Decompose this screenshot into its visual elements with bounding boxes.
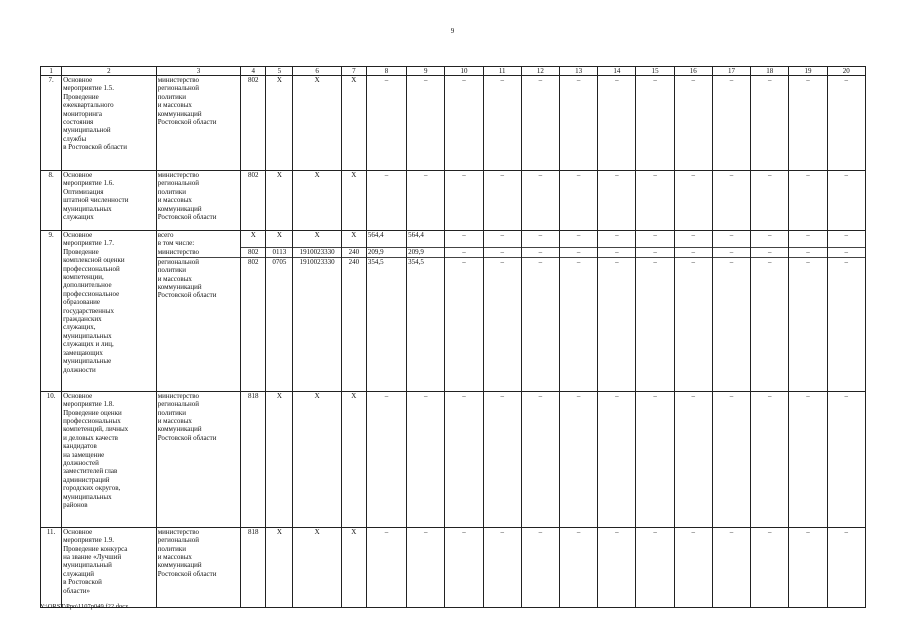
page-number: 9 <box>450 27 455 35</box>
table-subrow <box>41 257 866 391</box>
row-number: 9. <box>41 231 62 392</box>
column-number: 11 <box>483 67 521 76</box>
value-cell: – <box>712 171 750 231</box>
column-number: 18 <box>751 67 789 76</box>
value-cell: – <box>712 527 750 607</box>
table-row <box>41 171 866 231</box>
code-rzpr: Х <box>266 231 293 248</box>
value-cell: – <box>789 231 827 248</box>
code-csr: Х <box>293 231 341 248</box>
value-cell: – <box>751 76 789 171</box>
code-rzpr: Х <box>266 391 293 527</box>
value-cell: – <box>598 76 636 171</box>
code-vr: Х <box>341 171 366 231</box>
value-cell: – <box>789 76 827 171</box>
code-rzpr: Х <box>266 527 293 607</box>
value-cell: – <box>521 527 559 607</box>
column-number: 6 <box>293 67 341 76</box>
code-vr: Х <box>341 76 366 171</box>
value-cell: – <box>407 527 445 607</box>
code-rzpr: 0113 <box>266 248 293 257</box>
code-csr: 1910023330 <box>293 257 341 391</box>
code-vr: Х <box>341 391 366 527</box>
value-cell: – <box>445 76 483 171</box>
value-cell: – <box>483 231 521 248</box>
executor: министерство региональной политики и массовых коммуникаций Ростовской области <box>156 391 241 527</box>
column-number: 2 <box>62 67 157 76</box>
value-cell: – <box>445 257 483 391</box>
value-cell: – <box>560 391 598 527</box>
table-subrow <box>41 231 866 248</box>
value-cell: – <box>789 391 827 527</box>
executor: министерство региональной политики и массовых коммуникаций Ростовской области <box>156 527 241 607</box>
code-grbs: Х <box>241 231 266 248</box>
value-cell: – <box>598 257 636 391</box>
code-grbs: 802 <box>241 248 266 257</box>
column-number: 20 <box>827 67 865 76</box>
value-cell: – <box>712 257 750 391</box>
code-csr: Х <box>293 171 341 231</box>
column-number: 16 <box>674 67 712 76</box>
value-cell: – <box>521 231 559 248</box>
value-cell: – <box>636 231 674 248</box>
value-cell: – <box>560 231 598 248</box>
value-cell: – <box>789 527 827 607</box>
value-cell: – <box>598 527 636 607</box>
value-cell: – <box>712 231 750 248</box>
value-cell: – <box>827 171 865 231</box>
value-cell: – <box>598 248 636 257</box>
value-cell: – <box>636 391 674 527</box>
activity-name: Основное мероприятие 1.6. Оптимизация штатной численности муниципальных служащих <box>62 171 157 231</box>
value-cell: – <box>521 257 559 391</box>
column-number: 1 <box>41 67 62 76</box>
value-cell: – <box>674 248 712 257</box>
value-cell: – <box>674 391 712 527</box>
row-number: 7. <box>41 76 62 171</box>
code-vr: Х <box>341 527 366 607</box>
budget-table <box>40 66 866 608</box>
value-cell: – <box>483 76 521 171</box>
value-cell: – <box>751 257 789 391</box>
column-number: 15 <box>636 67 674 76</box>
value-cell: – <box>521 171 559 231</box>
row-number: 10. <box>41 391 62 527</box>
column-number: 7 <box>341 67 366 76</box>
code-csr: Х <box>293 391 341 527</box>
column-number-row <box>41 67 866 76</box>
table-subrow <box>41 248 866 257</box>
value-cell: – <box>521 76 559 171</box>
value-cell: – <box>636 76 674 171</box>
code-vr: 240 <box>341 248 366 257</box>
value-cell: – <box>483 171 521 231</box>
value-cell: – <box>407 76 445 171</box>
code-grbs: 818 <box>241 527 266 607</box>
column-number: 19 <box>789 67 827 76</box>
value-cell: – <box>560 257 598 391</box>
value-cell: – <box>751 248 789 257</box>
activity-name: Основное мероприятие 1.8. Проведение оценки профессиональных компетенций, личных и деловых качеств кандидатов на замещение должностей заместителей глав администраций городских округов, муниципальных районов <box>62 391 157 527</box>
value-cell: 209,9 <box>407 248 445 257</box>
value-cell: – <box>674 257 712 391</box>
value-cell: – <box>751 391 789 527</box>
code-rzpr: Х <box>266 171 293 231</box>
value-cell: – <box>674 171 712 231</box>
code-csr: Х <box>293 76 341 171</box>
value-cell: – <box>789 171 827 231</box>
value-cell: – <box>598 391 636 527</box>
value-cell: – <box>560 248 598 257</box>
value-cell: 354,5 <box>366 257 406 391</box>
value-cell: – <box>827 257 865 391</box>
value-cell: – <box>789 257 827 391</box>
value-cell: – <box>560 76 598 171</box>
value-cell: – <box>636 257 674 391</box>
column-number: 12 <box>521 67 559 76</box>
value-cell: – <box>636 248 674 257</box>
value-cell: – <box>445 171 483 231</box>
value-cell: – <box>827 76 865 171</box>
activity-name: Основное мероприятие 1.5. Проведение ежеквартального мониторинга состояния муниципальной службы в Ростовской области <box>62 76 157 171</box>
code-grbs: 802 <box>241 171 266 231</box>
value-cell: 564,4 <box>407 231 445 248</box>
value-cell: – <box>366 76 406 171</box>
column-number: 9 <box>407 67 445 76</box>
value-cell: – <box>598 231 636 248</box>
value-cell: – <box>712 248 750 257</box>
column-number: 13 <box>560 67 598 76</box>
value-cell: – <box>827 527 865 607</box>
value-cell: – <box>483 248 521 257</box>
table-row <box>41 76 866 171</box>
table-row <box>41 391 866 527</box>
code-vr: Х <box>341 231 366 248</box>
activity-name: Основное мероприятие 1.9. Проведение конкурса на звание «Лучший муниципальный служащий в Ростовской области» <box>62 527 157 607</box>
value-cell: – <box>560 527 598 607</box>
column-number: 14 <box>598 67 636 76</box>
column-number: 17 <box>712 67 750 76</box>
value-cell: – <box>483 257 521 391</box>
executor: региональной политики и массовых коммуникаций Ростовской области <box>156 257 241 391</box>
code-grbs: 802 <box>241 257 266 391</box>
value-cell: 354,5 <box>407 257 445 391</box>
code-rzpr: 0705 <box>266 257 293 391</box>
code-csr: 1910023330 <box>293 248 341 257</box>
value-cell: – <box>674 527 712 607</box>
value-cell: – <box>483 391 521 527</box>
column-number: 10 <box>445 67 483 76</box>
footer-file-path: Y:\ORST\Ppo\1107p049.f22.docx <box>40 603 129 610</box>
value-cell: – <box>407 171 445 231</box>
row-number: 11. <box>41 527 62 607</box>
value-cell: – <box>445 527 483 607</box>
code-vr: 240 <box>341 257 366 391</box>
value-cell: – <box>827 231 865 248</box>
code-grbs: 802 <box>241 76 266 171</box>
value-cell: – <box>366 171 406 231</box>
column-number: 5 <box>266 67 293 76</box>
code-csr: Х <box>293 527 341 607</box>
value-cell: – <box>560 171 598 231</box>
value-cell: – <box>827 248 865 257</box>
value-cell: – <box>636 171 674 231</box>
value-cell: – <box>521 391 559 527</box>
row-number: 8. <box>41 171 62 231</box>
value-cell: – <box>712 76 750 171</box>
value-cell: – <box>674 76 712 171</box>
value-cell: – <box>483 527 521 607</box>
column-number: 3 <box>156 67 241 76</box>
code-rzpr: Х <box>266 76 293 171</box>
value-cell: – <box>751 171 789 231</box>
value-cell: – <box>445 391 483 527</box>
value-cell: – <box>827 391 865 527</box>
value-cell: – <box>674 231 712 248</box>
value-cell: – <box>751 527 789 607</box>
value-cell: – <box>366 391 406 527</box>
value-cell: – <box>407 391 445 527</box>
value-cell: – <box>636 527 674 607</box>
value-cell: – <box>598 171 636 231</box>
value-cell: 564,4 <box>366 231 406 248</box>
value-cell: 209,9 <box>366 248 406 257</box>
executor: министерство региональной политики и массовых коммуникаций Ростовской области <box>156 76 241 171</box>
value-cell: – <box>751 231 789 248</box>
column-number: 8 <box>366 67 406 76</box>
value-cell: – <box>445 248 483 257</box>
executor: министерство <box>156 248 241 257</box>
code-grbs: 818 <box>241 391 266 527</box>
value-cell: – <box>712 391 750 527</box>
column-number: 4 <box>241 67 266 76</box>
executor: всего в том числе: <box>156 231 241 248</box>
value-cell: – <box>366 527 406 607</box>
executor: министерство региональной политики и массовых коммуникаций Ростовской области <box>156 171 241 231</box>
value-cell: – <box>445 231 483 248</box>
value-cell: – <box>521 248 559 257</box>
value-cell: – <box>789 248 827 257</box>
table-row <box>41 527 866 607</box>
activity-name: Основное мероприятие 1.7. Проведение комплексной оценки профессиональной компетенции, дополнительное профессиональное образование государственных гражданских служащих, муниципальных служащих и лиц, замещающих муниципальные должности <box>62 231 157 392</box>
